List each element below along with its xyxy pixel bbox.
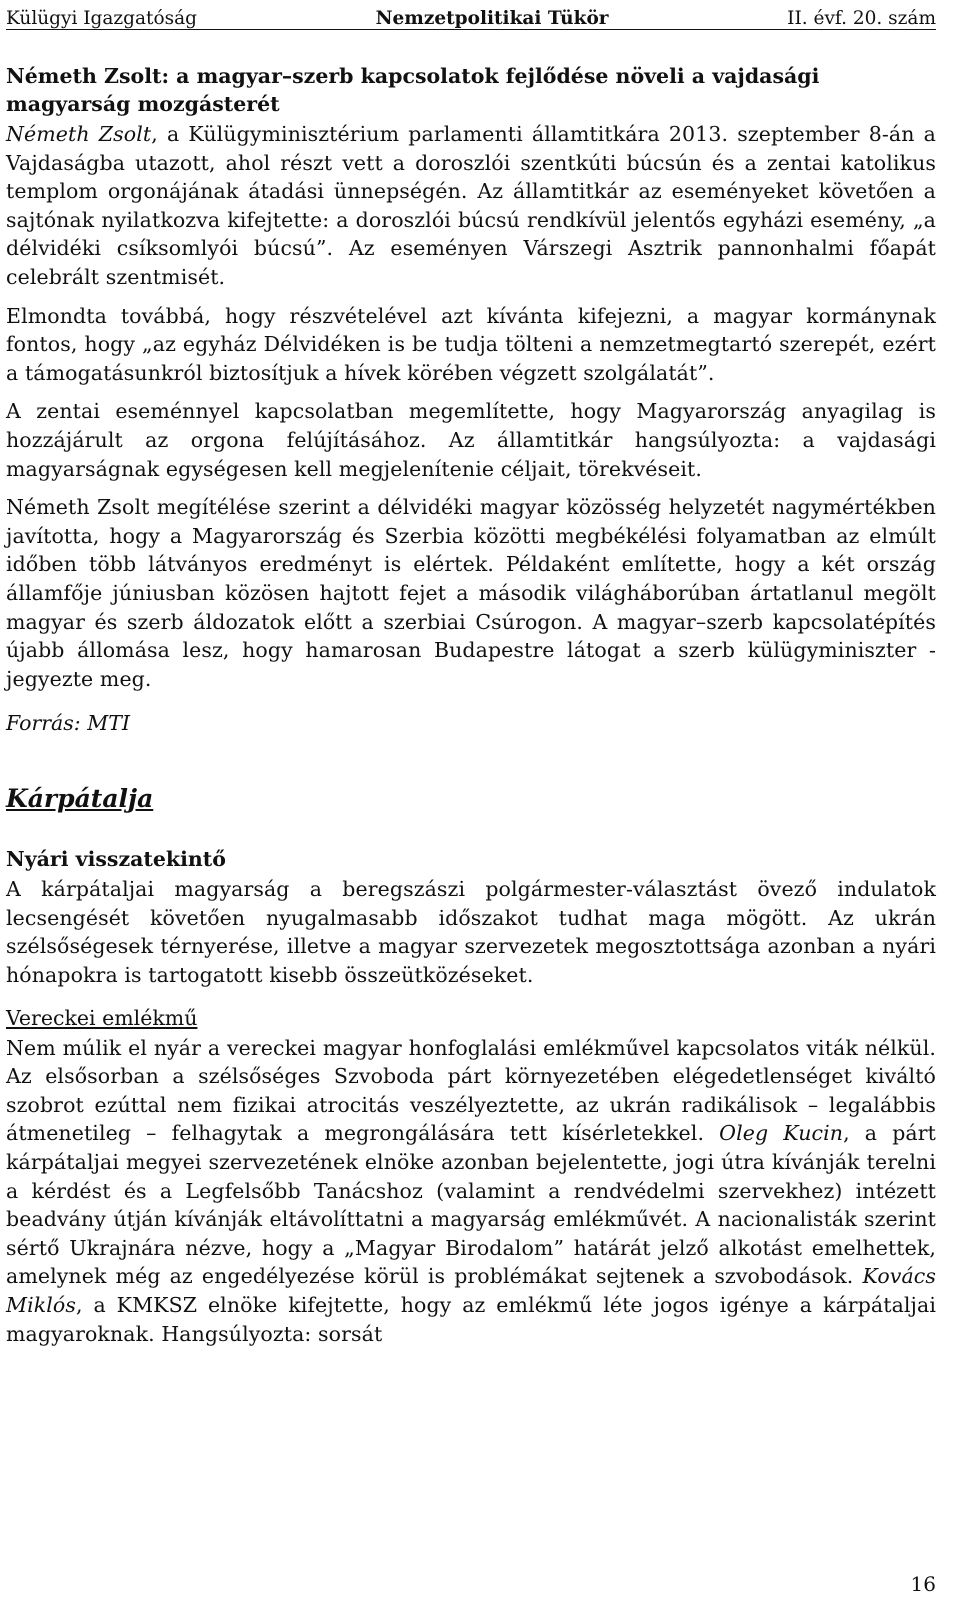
person-name: Oleg Kucin <box>719 1121 844 1146</box>
article-title: Németh Zsolt: a magyar–szerb kapcsolatok fejlődése növeli a vajdasági magyarság mozgásterét <box>6 64 820 116</box>
section-title: Kárpátalja <box>6 784 154 814</box>
subsection-title: Vereckei emlékmű <box>6 1005 198 1030</box>
section-subheading: Nyári visszatekintő <box>6 847 226 872</box>
page-number: 16 <box>910 1572 936 1596</box>
header-center: Nemzetpolitikai Tükör <box>375 8 609 29</box>
header-left: Külügyi Igazgatóság <box>6 8 197 29</box>
page-header <box>6 0 936 30</box>
person-name: Kovács Miklós <box>6 1264 936 1317</box>
article-source: Forrás: MTI <box>6 711 130 736</box>
article-paragraph-1: Németh Zsolt, a Külügyminisztérium parlamenti államtitkára 2013. szeptember 8-án a Vajdaságba utazott, ahol részt vett a doroszlói szentkúti búcsún és a zentai katolikus templom orgonájának átadási ünnepségén. Az államtitkár az eseményeket követően a sajtónak nyilatkozva kifejtette: a doroszlói búcsú rendkívül jelentős egyházi esemény, „a délvidéki csíksomlyói búcsú”. Az eseményen Várszegi Asztrik pannonhalmi főapát celebrált szentmisét. <box>6 122 936 289</box>
article-paragraph-4: Németh Zsolt megítélése szerint a délvidéki magyar közösség helyzetét nagymértékben javította, hogy a Magyarország és Szerbia közötti megbékélési folyamatban az elmúlt időben több látványos eredményt is elértek. Példaként említette, hogy a két ország államfője júniusban közösen hajtott fejet a második világháborúban ártatlanul megölt magyar és szerb áldozatok előtt a szerbiai Csúrogon. A magyar–szerb kapcsolatépítés újabb állomása lesz, hogy hamarosan Budapestre látogat a szerb külügyminiszter - jegyezte meg. <box>6 495 936 691</box>
article-paragraph-2: Elmondta továbbá, hogy részvételével azt kívánta kifejezni, a magyar kormánynak fontos, hogy „az egyház Délvidéken is be tudja tölteni a nemzetmegtartó szerepét, ezért a támogatásunkról biztosítjuk a hívek körében végzett szolgálatát”. <box>6 303 936 385</box>
header-right: II. évf. 20. szám <box>787 8 936 29</box>
section-paragraph-2: Nem múlik el nyár a vereckei magyar honfoglalási emlékművel kapcsolatos viták nélkül. Az elsősorban a szélsőséges Szvoboda párt környezetében elégedetlenséget kiváltó szobrot ezúttal nem fizikai atrocitás veszélyeztette, az ukrán radikálisok – legalábbis átmenetileg – felhagytak a megrongálására tett kísérletekkel. Oleg Kucin, a párt kárpátaljai megyei szervezetének elnöke azonban bejelentette, jogi útra kívánják terelni a kérdést és a Legfelsőbb Tanácshoz (valamint a rendvédelmi szervekhez) intézett beadvány útján kívánják eltávolíttatni a magyarság emlékművét. A nacionalisták szerint sértő Ukrajnára nézve, hogy a „Magyar Birodalom” határát jelző alkotást emelhettek, amelynek még az engedélyezése körül is problémákat sejtenek a szvobodások. Kovács Miklós, a KMKSZ elnöke kifejtette, hogy az emlékmű léte jogos igénye a kárpátaljai magyaroknak. Hangsúlyozta: sorsát <box>6 1035 936 1346</box>
person-name: Németh Zsolt <box>6 122 152 146</box>
section-paragraph-1: A kárpátaljai magyarság a beregszászi polgármester-választást övező indulatok lecsengését követően nyugalmasabb időszakot tudhat maga mögött. Az ukrán szélsőségesek térnyerése, illetve a magyar szervezetek megosztottsága azonban a nyári hónapokra is tartogatott kisebb összeütközéseket. <box>6 877 936 988</box>
document-page <box>6 0 936 1348</box>
article-paragraph-3: A zentai eseménnyel kapcsolatban megemlítette, hogy Magyarország anyagilag is hozzájárult az orgona felújításához. Az államtitkár hangsúlyozta: a vajdasági magyarságnak egységesen kell megjelenítenie céljait, törekvéseit. <box>6 399 936 481</box>
